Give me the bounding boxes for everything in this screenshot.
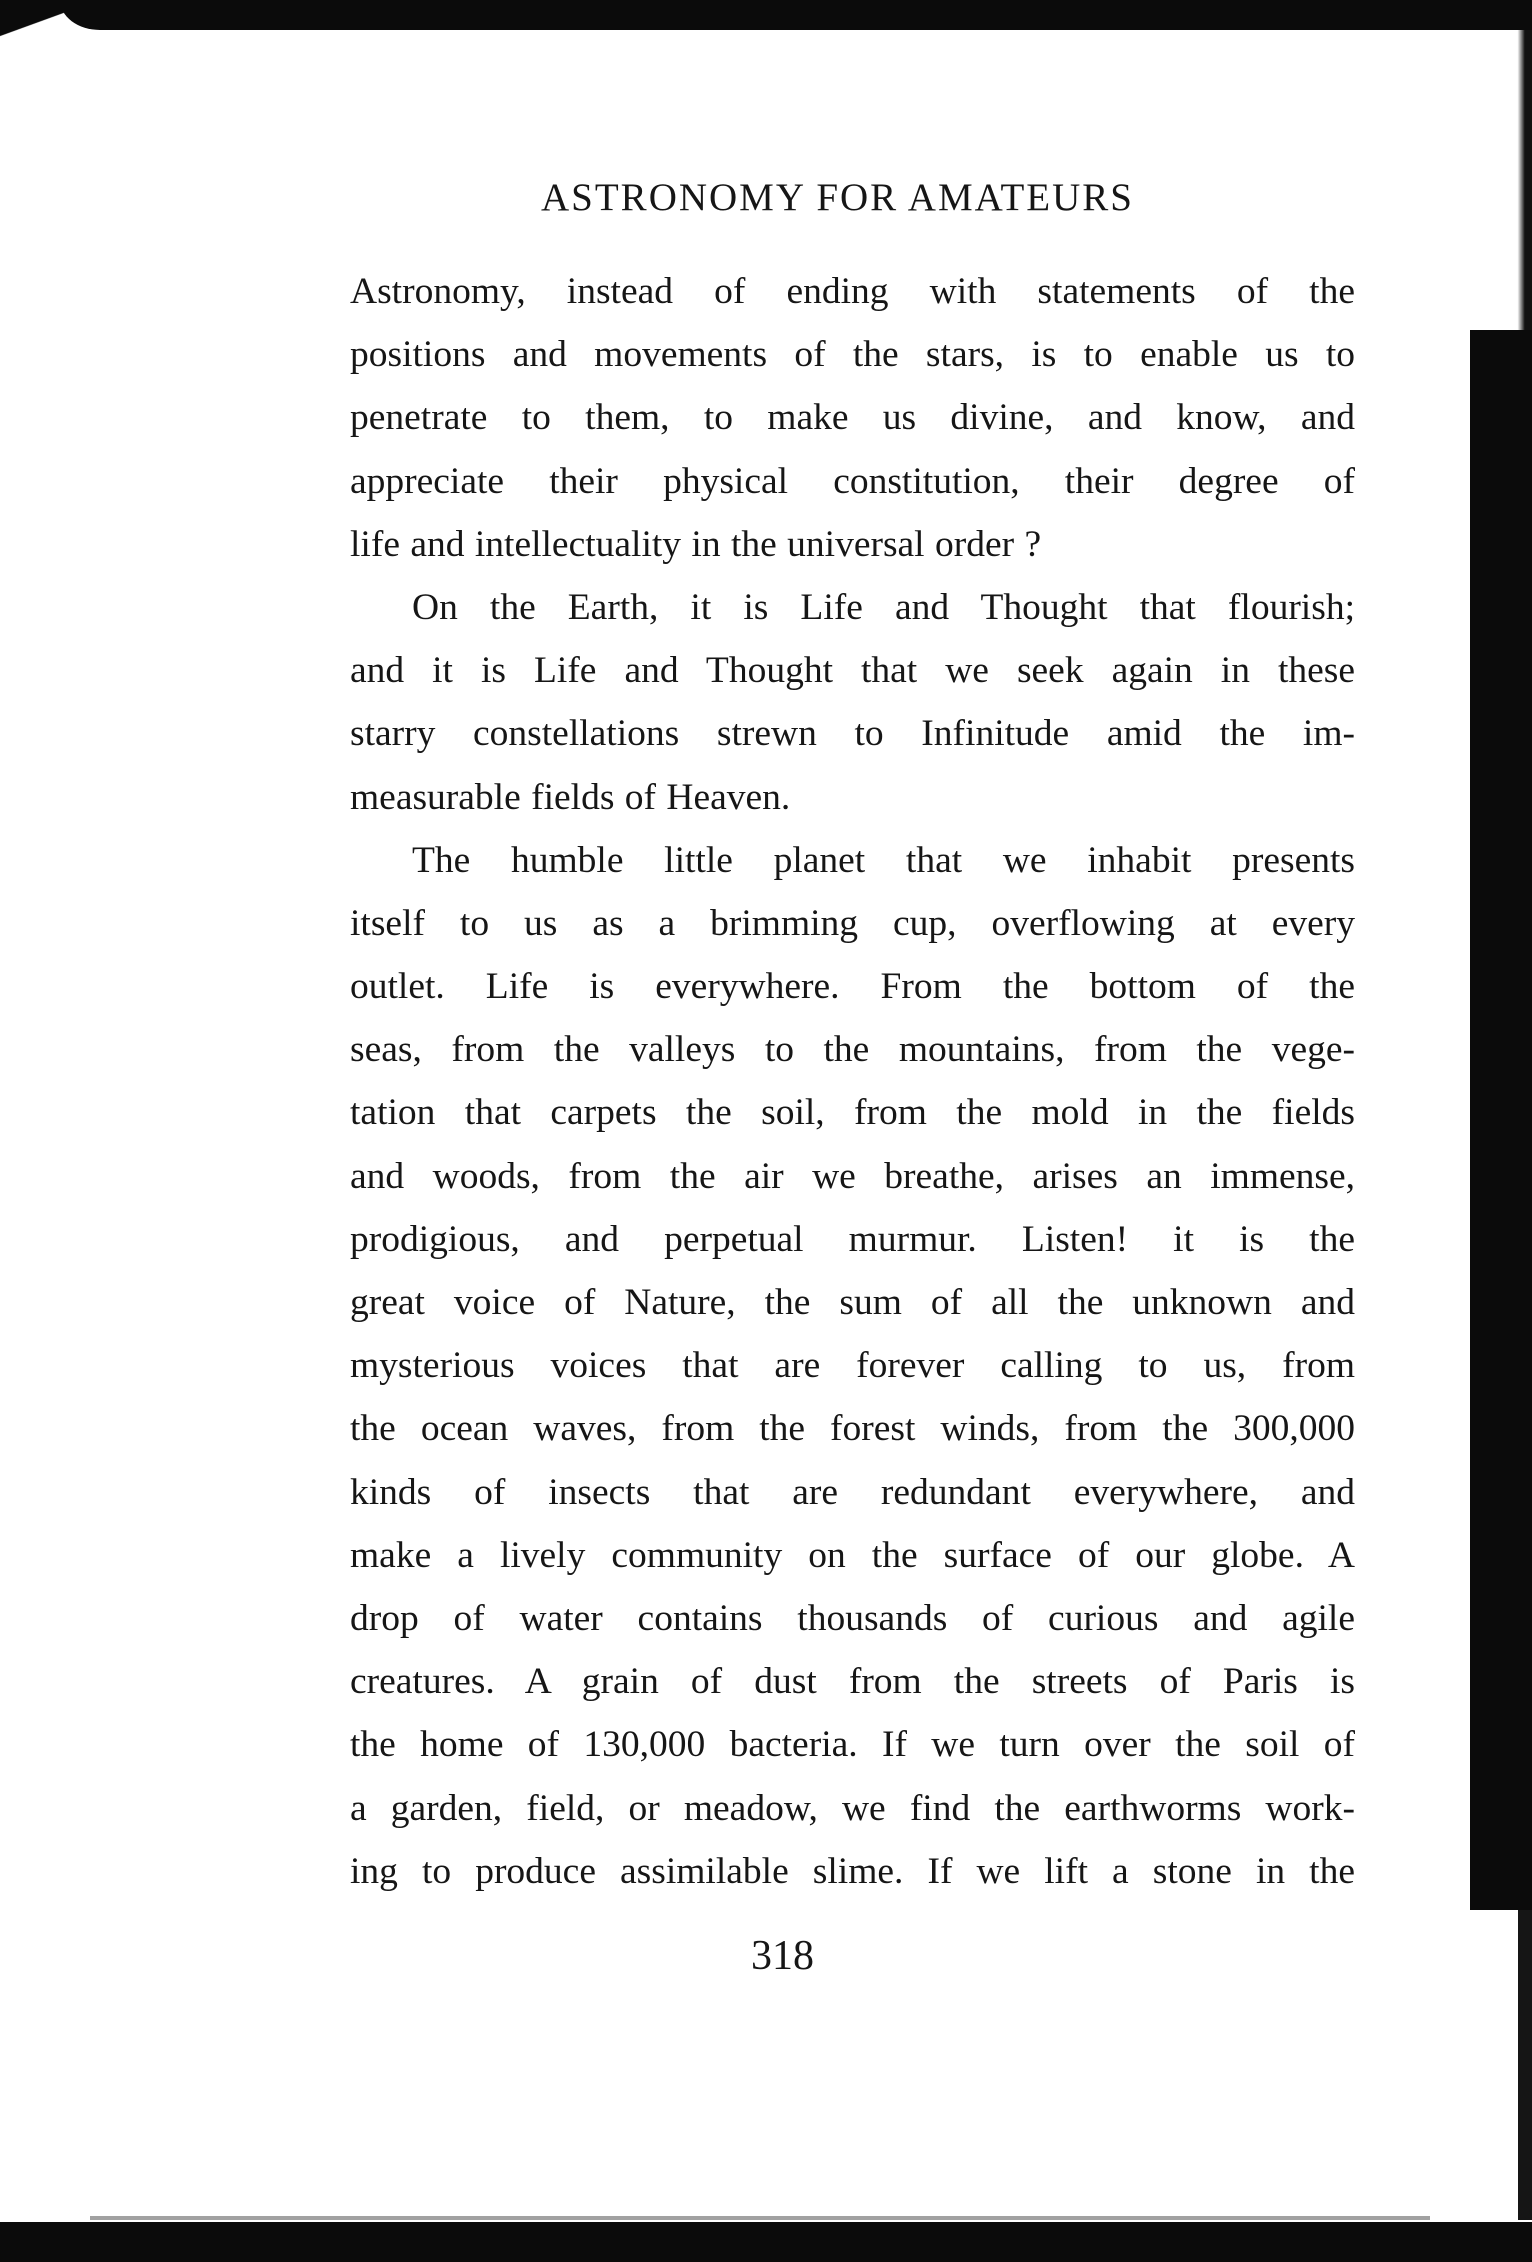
text-line: outlet. Life is everywhere. From the bottom of the bbox=[350, 966, 1355, 1008]
scan-border-right bbox=[1470, 330, 1532, 1910]
body-text bbox=[350, 260, 1355, 1903]
text-line: make a lively community on the surface of our globe. A bbox=[350, 1534, 1355, 1576]
text-line: measurable fields of Heaven. bbox=[350, 776, 791, 818]
text-line: and woods, from the air we breathe, arises an immense, bbox=[350, 1155, 1355, 1197]
text-line: ing to produce assimilable slime. If we lift a stone in the bbox=[350, 1850, 1355, 1892]
text-line: life and intellectuality in the universal order ? bbox=[350, 523, 1042, 565]
text-line: mysterious voices that are forever calling to us, from bbox=[350, 1345, 1355, 1387]
scan-border-right-lower bbox=[1518, 1910, 1532, 2220]
book-page bbox=[350, 175, 1355, 1979]
text-line: seas, from the valleys to the mountains, from the vege- bbox=[350, 1029, 1355, 1071]
paragraph bbox=[350, 260, 1355, 576]
text-line: great voice of Nature, the sum of all the unknown and bbox=[350, 1282, 1355, 1323]
paragraph bbox=[350, 829, 1355, 1903]
scan-border-top bbox=[60, 0, 1532, 30]
text-line: creatures. A grain of dust from the streets of Paris is bbox=[350, 1661, 1355, 1703]
text-line: penetrate to them, to make us divine, and know, and bbox=[350, 397, 1355, 439]
paragraph bbox=[350, 576, 1355, 829]
text-line: kinds of insects that are redundant everywhere, and bbox=[350, 1471, 1355, 1513]
text-line: the ocean waves, from the forest winds, from the 300,000 bbox=[350, 1408, 1355, 1450]
text-line: positions and movements of the stars, is to enable us to bbox=[350, 334, 1355, 376]
text-line: drop of water contains thousands of curious and agile bbox=[350, 1597, 1355, 1639]
scan-border-bottom bbox=[0, 2222, 1532, 2262]
text-line: prodigious, and perpetual murmur. Listen! it is the bbox=[350, 1218, 1355, 1260]
text-line: Astronomy, instead of ending with statements of the bbox=[350, 271, 1355, 312]
text-line: appreciate their physical constitution, their degree of bbox=[350, 460, 1355, 502]
text-line: the home of 130,000 bacteria. If we turn over the soil of bbox=[350, 1724, 1355, 1766]
text-line: On the Earth, it is Life and Thought that flourish; bbox=[412, 586, 1355, 628]
text-line: tation that carpets the soil, from the mold in the fields bbox=[350, 1092, 1355, 1134]
text-line: and it is Life and Thought that we seek again in these bbox=[350, 650, 1355, 692]
scan-border-shadow bbox=[90, 2216, 1430, 2220]
scan-border-corner bbox=[0, 0, 80, 60]
text-line: itself to us as a brimming cup, overflowing at every bbox=[350, 902, 1355, 944]
text-line: The humble little planet that we inhabit presents bbox=[412, 839, 1355, 881]
page-number: 318 bbox=[751, 1933, 814, 1979]
text-line: a garden, field, or meadow, we find the earthworms work- bbox=[350, 1787, 1355, 1829]
scan-border-right-upper bbox=[1514, 30, 1532, 330]
text-line: starry constellations strewn to Infinitude amid the im- bbox=[350, 713, 1355, 755]
running-head: ASTRONOMY FOR AMATEURS bbox=[541, 176, 1134, 219]
